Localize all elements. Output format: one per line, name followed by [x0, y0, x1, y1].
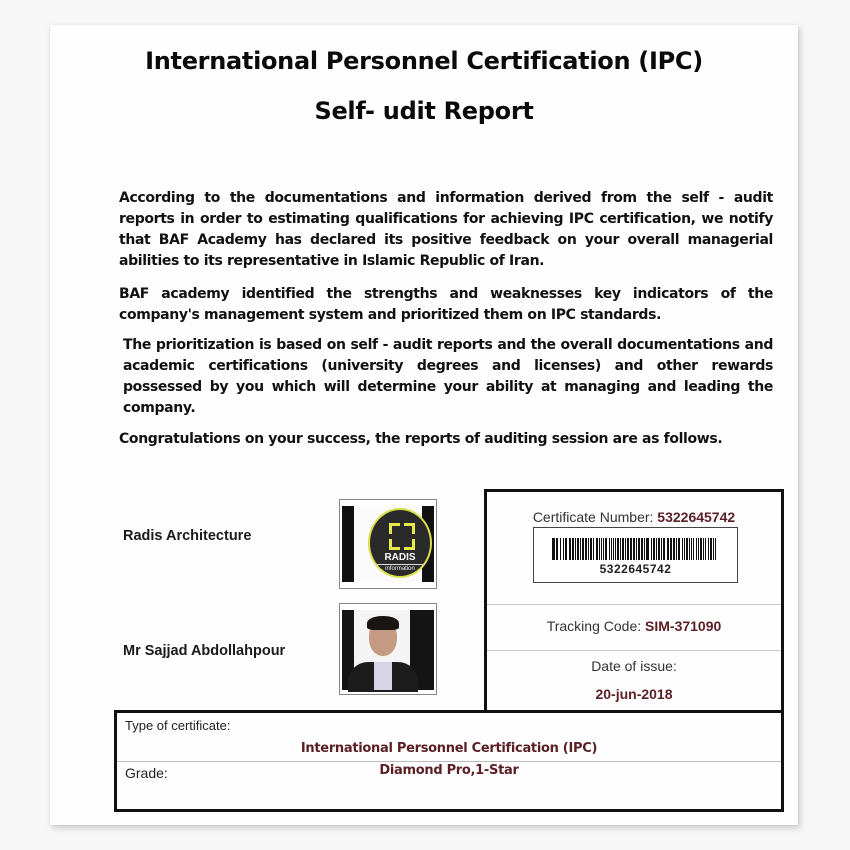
company-logo-icon: [339, 499, 437, 589]
barcode-bar: [638, 538, 640, 560]
barcode-bar: [575, 538, 576, 560]
barcode-bar: [588, 538, 589, 560]
barcode-bar: [560, 538, 561, 560]
barcode-bar: [653, 538, 655, 560]
divider: [117, 761, 781, 762]
barcode-bar: [673, 538, 675, 560]
grade-label: Grade:: [125, 765, 168, 781]
barcode-bar: [715, 538, 716, 560]
date-of-issue-value: 20-jun-2018: [595, 686, 673, 702]
barcode-bar: [676, 538, 677, 560]
document-page: [50, 25, 798, 825]
barcode-bar: [613, 538, 614, 560]
barcode-bar: [656, 538, 657, 560]
barcode-bar: [625, 538, 626, 560]
logo-word: RADIS: [384, 552, 416, 563]
barcode-bar: [703, 538, 704, 560]
barcode-bar: [572, 538, 574, 560]
barcode-bar: [663, 538, 665, 560]
bracket-icon: [404, 539, 415, 550]
barcode-bar: [705, 538, 706, 560]
barcode-bar: [596, 538, 598, 560]
barcode-bar: [667, 538, 669, 560]
date-of-issue-label: Date of issue:: [591, 658, 677, 674]
divider: [487, 604, 781, 605]
company-name: Radis Architecture: [123, 528, 252, 544]
paragraph-strengths: BAF academy identified the strengths and weaknesses key indicators of the company's management system and prioritized them on IPC standards.: [119, 286, 773, 323]
barcode-bar: [601, 538, 602, 560]
barcode-bar: [696, 538, 697, 560]
certificate-info-box: [484, 489, 784, 710]
barcode-bar: [582, 538, 584, 560]
barcode-bar: [577, 538, 579, 560]
barcode-bar: [698, 538, 699, 560]
barcode-bar: [708, 538, 709, 560]
bracket-icon: [404, 523, 415, 534]
barcode-bar: [700, 538, 702, 560]
barcode-bar: [710, 538, 712, 560]
logo-subtitle: information: [376, 564, 424, 572]
barcode-bar: [609, 538, 610, 560]
barcode-bar: [693, 538, 694, 560]
type-label: Type of certificate:: [125, 718, 231, 733]
type-value: International Personnel Certification (IPC): [300, 741, 598, 756]
barcode-bar: [684, 538, 685, 560]
tracking-code-label: Tracking Code:: [546, 618, 642, 634]
barcode-bar: [552, 538, 555, 560]
grade-value: Diamond Pro,1-Star: [379, 763, 519, 778]
barcode-bar: [585, 538, 587, 560]
barcode-bar: [620, 538, 621, 560]
barcode-bar: [563, 538, 564, 560]
barcode-bar: [599, 538, 600, 560]
barcode-bar: [646, 538, 649, 560]
barcode-bar: [556, 538, 558, 560]
barcode-bar: [636, 538, 637, 560]
barcode-bar: [691, 538, 692, 560]
certificate-number-row: [487, 509, 781, 525]
barcode-bar: [713, 538, 714, 560]
barcode-bar: [678, 538, 680, 560]
barcode: [533, 527, 738, 583]
barcode-bar: [661, 538, 662, 560]
barcode-bar: [641, 538, 643, 560]
barcode-bar: [580, 538, 581, 560]
paragraph-intro: According to the documentations and information derived from the self - audit reports in order to estimating qualifications for achieving IPC certification, we notify that BAF Academy has declared its positive feedback on your overall managerial abilities to its representative in Islamic Republic of Iran.: [119, 190, 773, 269]
barcode-bar: [590, 538, 592, 560]
barcode-bar: [689, 538, 690, 560]
barcode-bar: [605, 538, 607, 560]
bracket-icon: [389, 539, 400, 550]
barcode-bar: [593, 538, 594, 560]
barcode-bar: [565, 538, 567, 560]
certificate-number-label: Certificate Number:: [532, 509, 654, 525]
barcode-bar: [627, 538, 629, 560]
barcode-bar: [682, 538, 683, 560]
barcode-number: 5322645742: [599, 562, 672, 576]
barcode-bar: [615, 538, 616, 560]
barcode-bar: [603, 538, 604, 560]
certificate-number-value: 5322645742: [657, 509, 736, 525]
barcode-bar: [622, 538, 624, 560]
barcode-icon: [552, 538, 720, 560]
barcode-bar: [658, 538, 660, 560]
barcode-bar: [686, 538, 688, 560]
logo-circle: [368, 508, 432, 578]
paragraph-congratulations: Congratulations on your success, the reports of auditing session are as follows.: [119, 431, 723, 447]
portrait-photo-icon: [339, 603, 437, 695]
barcode-bar: [617, 538, 619, 560]
barcode-bar: [630, 538, 632, 560]
person-name: Mr Sajjad Abdollahpour: [123, 643, 286, 659]
barcode-bar: [670, 538, 672, 560]
document-subtitle: Self- udit Report: [314, 97, 534, 125]
certificate-type-box: [114, 710, 784, 812]
barcode-bar: [651, 538, 652, 560]
barcode-bar: [644, 538, 645, 560]
barcode-bar: [611, 538, 612, 560]
barcode-bar: [569, 538, 571, 560]
tracking-code-value: SIM-371090: [645, 618, 722, 634]
bracket-icon: [389, 523, 400, 534]
divider: [487, 650, 781, 651]
document-title: International Personnel Certification (IPC): [145, 47, 703, 75]
barcode-bar: [633, 538, 635, 560]
tracking-code-row: [487, 618, 781, 634]
paragraph-prioritization: The prioritization is based on self - audit reports and the overall documentations and academic certifications (university degrees and licenses) and other rewards possessed by you which will determine your ability at managing and leading the company.: [123, 337, 773, 416]
